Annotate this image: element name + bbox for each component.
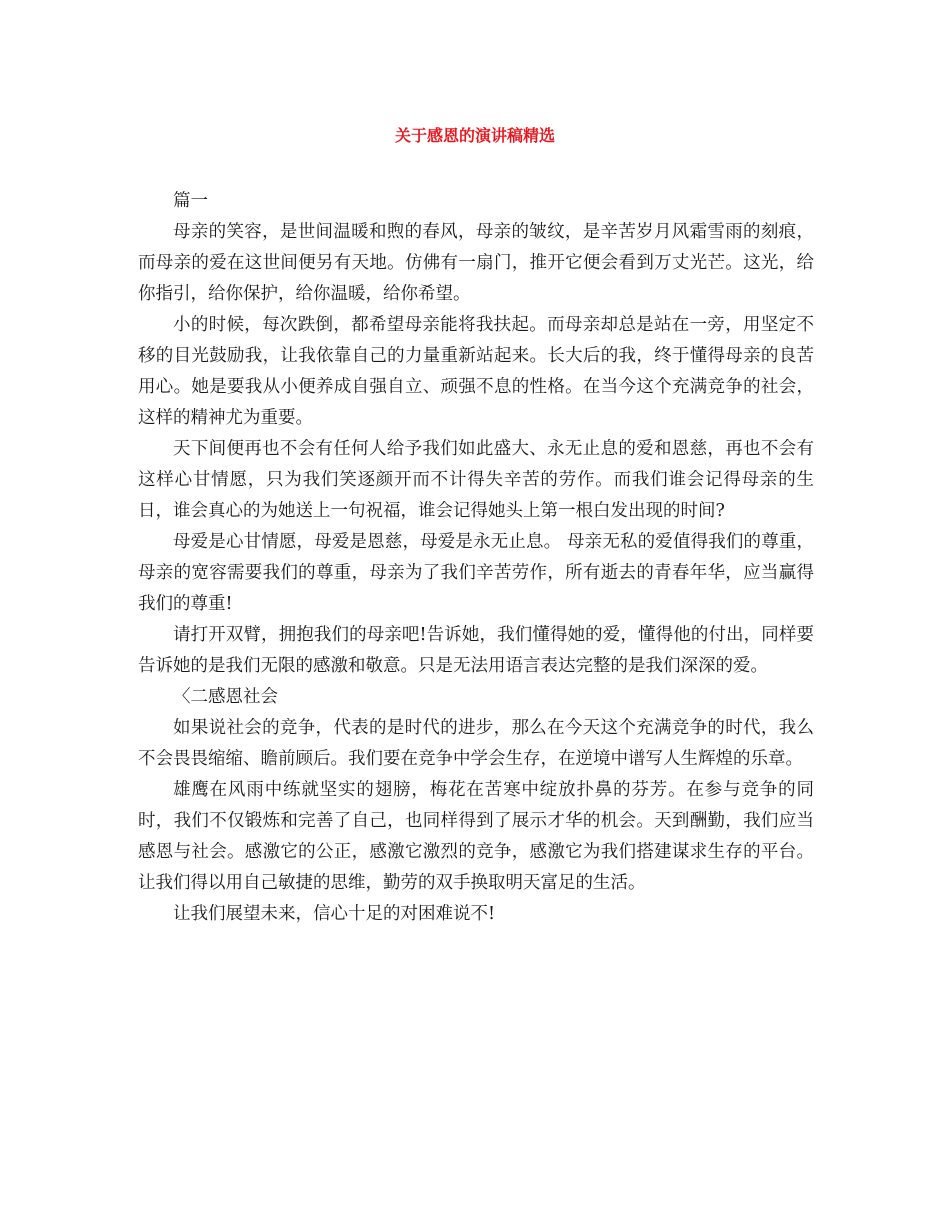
paragraph: 天下间便再也不会有任何人给予我们如此盛大、永无止息的爱和恩慈，再也不会有这样心甘情愿，只为我们笑逐颜开而不计得失辛苦的劳作。而我们谁会记得母亲的生日，谁会真心的为她送上一句祝福，谁会记得她头上第一根白发出现的时间? [138,439,814,521]
paragraph: 让我们展望未来，信心十足的对困难说不! [173,904,496,924]
document-body [138,186,814,930]
paragraph: 请打开双臂，拥抱我们的母亲吧!告诉她，我们懂得她的爱，懂得他的付出，同样要告诉她的是我们无限的感激和敬意。只是无法用语言表达完整的是我们深深的爱。 [138,625,814,676]
paragraph: 母爱是心甘情愿，母爱是恩慈，母爱是永无止息。 母亲无私的爱值得我们的尊重，母亲的宽容需要我们的尊重，母亲为了我们辛苦劳作，所有逝去的青春年华，应当赢得我们的尊重! [138,532,814,614]
paragraph: 雄鹰在风雨中练就坚实的翅膀，梅花在苦寒中绽放扑鼻的芬芳。在参与竞争的同时，我们不仅锻炼和完善了自己，也同样得到了展示才华的机会。天到酬勤，我们应当感恩与社会。感激它的公正，感激它激烈的竞争，感激它为我们搭建谋求生存的平台。让我们得以用自己敏捷的思维，勤劳的双手换取明天富足的生活。 [138,780,814,893]
section-heading-one: 篇一 [173,191,208,211]
paragraph: 小的时候，每次跌倒，都希望母亲能将我扶起。而母亲却总是站在一旁，用坚定不移的目光鼓励我，让我依靠自己的力量重新站起来。长大后的我，终于懂得母亲的良苦用心。她是要我从小便养成自强自立、顽强不息的性格。在当今这个充满竞争的社会，这样的精神尤为重要。 [138,315,814,428]
section-heading-two: 〈二感恩社会 [173,687,278,707]
document-title: 关于感恩的演讲稿精选 [394,126,555,145]
paragraph: 母亲的笑容，是世间温暖和煦的春风，母亲的皱纹，是辛苦岁月风霜雪雨的刻痕，而母亲的爱在这世间便另有天地。仿佛有一扇门，推开它便会看到万丈光芒。这光，给你指引，给你保护，给你温暖，给你希望。 [138,222,814,304]
paragraph: 如果说社会的竞争，代表的是时代的进步，那么在今天这个充满竞争的时代，我么不会畏畏缩缩、瞻前顾后。我们要在竞争中学会生存，在逆境中谱写人生辉煌的乐章。 [138,718,814,769]
